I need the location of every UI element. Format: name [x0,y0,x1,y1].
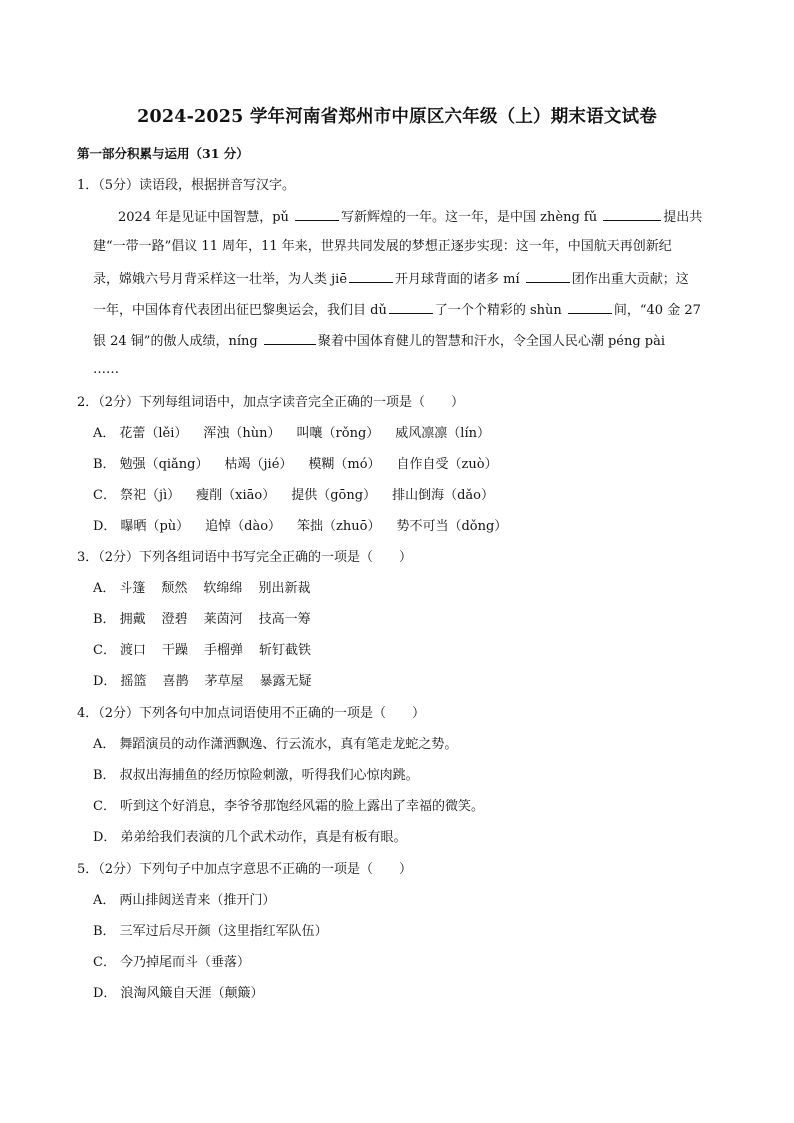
option-word: 自作自受（zuò） [396,457,498,472]
q2-option-a[interactable] [93,426,506,442]
option-text: 三军过后尽开颜（这里指红军队伍） [119,924,328,939]
option-tag: A． [93,737,116,752]
option-word: 手榴弹 [203,643,243,658]
option-tag: C． [93,643,116,658]
option-tag: A． [93,426,116,441]
q4-option-a[interactable] [93,737,457,753]
page-title: 2024-2025 学年河南省郑州市中原区六年级（上）期末语文试卷 [137,107,657,127]
option-word: 斗篷 [119,581,146,596]
option-word: 叫嚷（rǒng） [296,426,380,441]
option-tag: B． [93,768,116,783]
q1-text: 间，“40 金 27 [613,303,701,318]
option-word: 摇篮 [120,674,147,689]
q3-option-b[interactable] [93,612,327,628]
question-3-head: 3．（2分）下列各组词语中书写完全正确的一项是（ ） [77,550,413,565]
q1-text: 开月球背面的诸多 mí [395,272,524,287]
option-word: 提供（gōng） [291,488,377,503]
q1-line-3 [93,270,689,288]
q3-option-d[interactable] [93,674,328,690]
option-word: 笨拙（zhuō） [297,519,381,534]
option-word: 勉强（qiǎng） [119,457,209,472]
answer-blank[interactable] [568,301,612,314]
q1-text: 建“一带一路”倡议 11 周年，11 年来，世界共同发展的梦想正逐步实现：这一年，中国航天再创新纪 [93,239,672,254]
option-tag: A． [93,581,116,596]
q5-option-d[interactable] [93,986,263,1002]
option-word: 势不可当（dǒng） [396,519,508,534]
option-tag: C． [93,955,116,970]
q2-option-d[interactable] [93,519,523,535]
option-word: 追悼（dào） [205,519,282,534]
option-word: 斩钉截铁 [259,643,312,658]
option-word: 别出新裁 [258,581,311,596]
option-word: 暴露无疑 [259,674,312,689]
q3-option-a[interactable] [93,581,326,597]
option-text: 今乃掉尾而斗（垂落） [119,955,250,970]
q3-option-c[interactable] [93,643,327,659]
option-tag: D． [93,986,117,1001]
question-1-head: 1．（5分）读语段，根据拼音写汉字。 [77,178,296,193]
option-text: 舞蹈演员的动作潇洒飘逸、行云流水，真有笔走龙蛇之势。 [119,737,458,752]
q1-text: 一年，中国体育代表团出征巴黎奥运会，我们目 dǔ [93,303,387,318]
option-word: 模糊（mó） [308,457,381,472]
option-word: 祭祀（jì） [119,488,181,503]
q1-text: …… [93,362,119,377]
q1-text: 写新辉煌的一年。这一年，是中国 zhèng fǔ [341,210,602,225]
option-tag: D． [93,519,117,534]
answer-blank[interactable] [603,208,661,221]
option-text: 听到这个好消息，李爷爷那饱经风霜的脸上露出了幸福的微笑。 [119,799,484,814]
q1-text: 2024 年是见证中国智慧，pǔ [118,210,294,225]
q2-option-b[interactable] [93,457,514,473]
q4-option-b[interactable] [93,768,419,784]
q5-option-c[interactable] [93,955,250,971]
q5-option-a[interactable] [93,893,275,909]
q1-text: 聚着中国体育健儿的智慧和汗水，令全国人民心潮 péng pài [317,334,666,349]
q4-option-c[interactable] [93,799,484,815]
q1-line-6 [93,362,119,378]
option-word: 拥戴 [119,612,146,627]
option-tag: C． [93,799,116,814]
option-word: 排山倒海（dǎo） [392,488,494,503]
option-word: 澄碧 [161,612,188,627]
section-heading: 第一部分积累与运用（31 分） [77,146,249,161]
option-tag: B． [93,924,116,939]
q2-option-c[interactable] [93,488,510,504]
q1-line-4 [93,301,701,319]
option-text: 叔叔出海捕鱼的经历惊险刺激，听得我们心惊肉跳。 [119,768,419,783]
option-tag: B． [93,457,116,472]
question-4-head: 4．（2分）下列各句中加点词语使用不正确的一项是（ ） [77,706,426,721]
option-word: 渡口 [119,643,146,658]
option-word: 喜鹊 [162,674,189,689]
question-2-head: 2．（2分）下列每组词语中，加点字读音完全正确的一项是（ ） [77,395,465,410]
option-word: 茅草屋 [204,674,244,689]
option-word: 软绵绵 [203,581,243,596]
option-tag: B． [93,612,116,627]
q1-line-1 [118,208,702,226]
q1-text: 了一个个精彩的 shùn [434,303,566,318]
option-word: 技高一筹 [258,612,311,627]
option-word: 浑浊（hùn） [203,426,281,441]
option-word: 花蕾（lěi） [119,426,188,441]
answer-blank[interactable] [526,270,570,283]
option-tag: D． [93,674,117,689]
option-text: 浪淘风簸自天涯（颠簸） [120,986,264,1001]
option-word: 威风凛凛（lín） [395,426,490,441]
q1-text: 录，嫦娥六号月背采样这一壮举，为人类 jiē [93,272,348,287]
answer-blank[interactable] [295,208,339,221]
answer-blank[interactable] [264,332,316,345]
option-text: 两山排闼送青来（推开门） [119,893,276,908]
option-word: 莱茵河 [203,612,243,627]
option-tag: C． [93,488,116,503]
q1-text: 提出共 [663,210,703,225]
question-5-head: 5．（2分）下列句子中加点字意思不正确的一项是（ ） [77,862,413,877]
option-tag: D． [93,830,117,845]
q1-line-5 [93,332,665,350]
option-word: 干躁 [161,643,188,658]
option-word: 颓然 [161,581,188,596]
option-word: 瘦削（xiāo） [196,488,276,503]
q5-option-b[interactable] [93,924,328,940]
q1-line-2 [93,239,672,255]
q1-text: 银 24 铜”的傲人成绩，níng [93,334,262,349]
option-tag: A． [93,893,116,908]
option-word: 曝晒（pù） [120,519,190,534]
option-text: 弟弟给我们表演的几个武术动作，真是有板有眼。 [120,830,407,845]
option-word: 枯竭（jié） [224,457,293,472]
answer-blank[interactable] [349,270,393,283]
answer-blank[interactable] [389,301,433,314]
q4-option-d[interactable] [93,830,406,846]
q1-text: 团作出重大贡献；这 [571,272,689,287]
